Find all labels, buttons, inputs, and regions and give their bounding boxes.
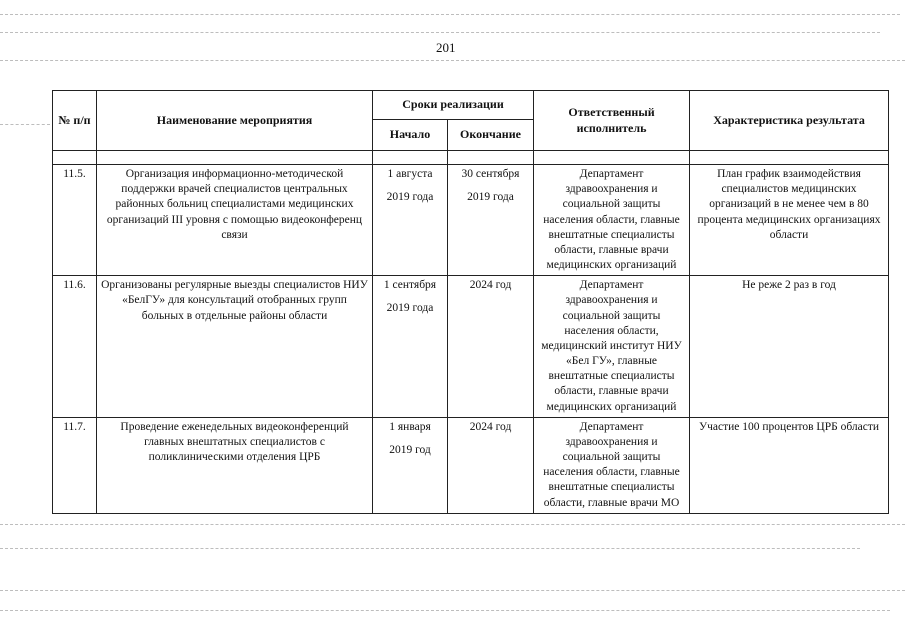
row-start-year: 2019 год (389, 443, 431, 456)
table-row (53, 165, 889, 276)
scan-noise-bottom-2 (0, 548, 860, 551)
row-end-date: 30 сентября (461, 168, 520, 180)
row-start-date: 1 августа (387, 168, 433, 180)
row-end-date: 2024 год (469, 420, 512, 433)
header-responsible: Ответственный исполнитель (534, 91, 690, 151)
row-end (448, 276, 534, 418)
activities-table (52, 90, 889, 514)
row-start-date: 1 января (389, 420, 431, 433)
scan-noise-mid (0, 124, 50, 127)
row-start-date: 1 сентября (383, 279, 437, 292)
row-responsible: Департамент здравоохранения и социальной защиты населения области, медицинский институт НИУ «Бел ГУ», главные внештатные специалисты области, главные врачи медицинских организаций (534, 276, 690, 418)
row-result: Участие 100 процентов ЦРБ области (690, 417, 889, 513)
row-responsible: Департамент здравоохранения и социальной защиты населения области, главные внештатные специалисты области, главные врачи медицинских организаций (534, 165, 690, 276)
header-result: Характеристика результата (690, 91, 889, 151)
spacer-row (53, 151, 889, 165)
row-activity-name: Проведение еженедельных видеоконференций главных внештатных специалистов с поликлиническими отделения ЦРБ (97, 417, 373, 513)
row-num: 11.6. (53, 276, 97, 418)
header-period: Сроки реализации (373, 91, 534, 120)
page-number: 201 (436, 40, 456, 55)
row-start (373, 417, 448, 513)
header-activity-name: Наименование мероприятия (97, 91, 373, 151)
table-row (53, 276, 889, 418)
header-start: Начало (373, 120, 448, 151)
row-start (373, 276, 448, 418)
scan-noise-bottom-3 (0, 590, 905, 593)
scan-noise-top-2 (0, 32, 880, 35)
header-end: Окончание (448, 120, 534, 151)
row-result: План график взаимодействия специалистов медицинских организаций в не менее чем в 80 процента медицинских организациях области (690, 165, 889, 276)
row-activity-name: Организованы регулярные выезды специалистов НИУ «БелГУ» для консультаций отобранных групп больных в отдельные районы области (97, 276, 373, 418)
row-num: 11.7. (53, 417, 97, 513)
row-end-date: 2024 год (469, 279, 512, 292)
row-start (373, 165, 448, 276)
row-responsible: Департамент здравоохранения и социальной защиты населения области, главные внештатные специалисты области, главные врачи МО (534, 417, 690, 513)
row-end-year: 2019 года (467, 191, 514, 204)
header-num: № п/п (53, 91, 97, 151)
row-num: 11.5. (53, 165, 97, 276)
table-row (53, 417, 889, 513)
scan-noise-top-3 (0, 60, 905, 63)
row-result: Не реже 2 раз в год (690, 276, 889, 418)
scan-noise-bottom-1 (0, 524, 905, 527)
row-start-year: 2019 года (386, 302, 434, 315)
row-end (448, 417, 534, 513)
scan-noise-top-1 (0, 14, 900, 17)
scan-noise-bottom-4 (0, 610, 890, 613)
row-activity-name: Организация информационно-методической поддержки врачей специалистов центральных районных больниц специалистами медицинских организаций III уровня с помощью видеоконференц связи (97, 165, 373, 276)
row-end (448, 165, 534, 276)
row-start-year: 2019 года (386, 191, 434, 204)
